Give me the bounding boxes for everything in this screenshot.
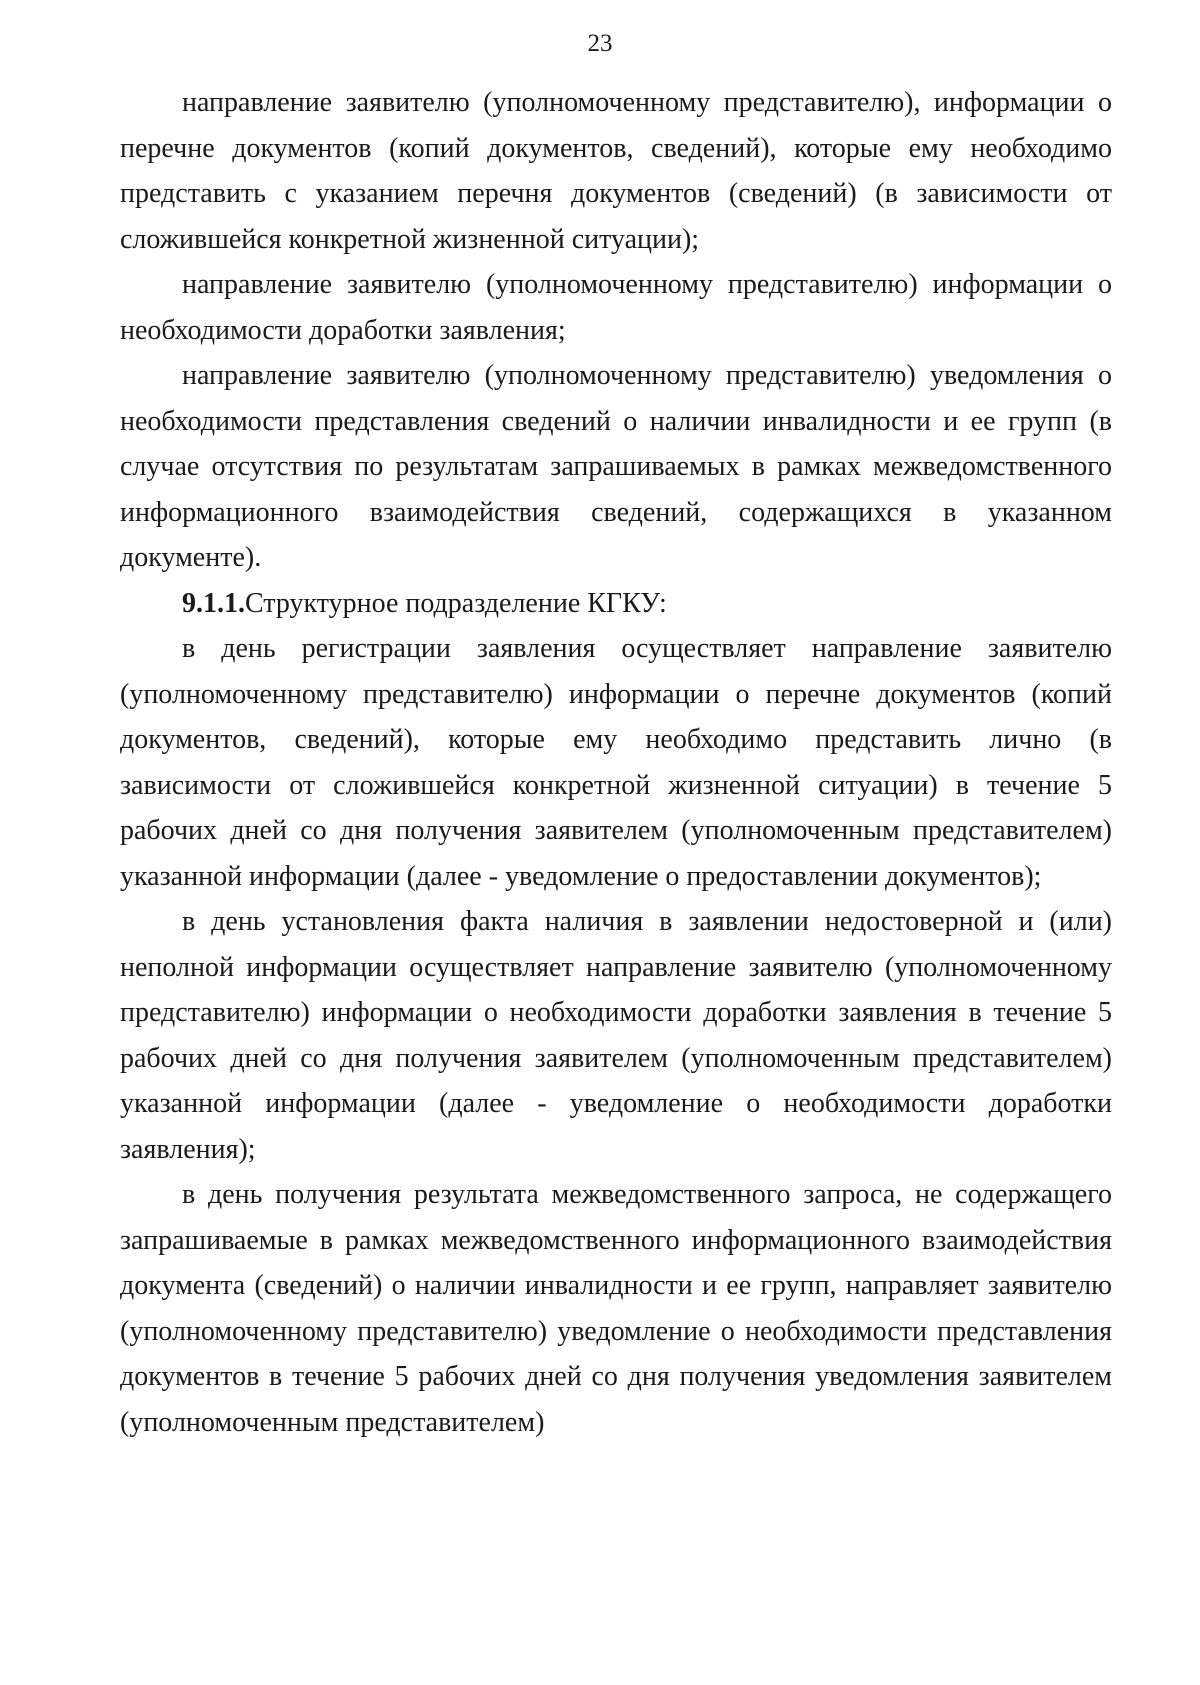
paragraph-registration-day: в день регистрации заявления осуществляет направление заявителю (уполномоченному представителю) информации о перечне документов (копий документов, сведений), которые ему необходимо представить лично (в зависимости от сложившейся конкретной жизненной ситуации) в течение 5 рабочих дней со дня получения заявителем (уполномоченным представителем) указанной информации (далее - уведомление о предоставлении документов); (120, 633, 1112, 892)
paragraph-incomplete-info: в день установления факта наличия в заявлении недостоверной и (или) неполной информации осуществляет направление заявителю (уполномоченному представителю) информации о необходимости доработки заявления в течение 5 рабочих дней со дня получения заявителем (уполномоченным представителем) указанной информации (далее - уведомление о необходимости доработки заявления); (120, 906, 1112, 1165)
document-body (120, 80, 1112, 1445)
paragraph-notification-disability: направление заявителю (уполномоченному представителю) уведомления о необходимости представления сведений о наличии инвалидности и ее групп (в случае отсутствия по результатам запрашиваемых в рамках межведомственного информационного взаимодействия сведений, содержащихся в указанном документе). (120, 360, 1112, 573)
page-number: 23 (587, 30, 613, 57)
section-title: Структурное подразделение КГКУ: (245, 587, 667, 619)
paragraph-interagency-result: в день получения результата межведомственного запроса, не содержащего запрашиваемые в рамках межведомственного информационного взаимодействия документа (сведений) о наличии инвалидности и ее групп, направляет заявителю (уполномоченному представителю) уведомление о необходимости представления документов в течение 5 рабочих дней со дня получения уведомления заявителем (уполномоченным представителем) (120, 1179, 1112, 1438)
section-heading (120, 581, 1112, 627)
paragraph-notification-revision: направление заявителю (уполномоченному представителю) информации о необходимости доработки заявления; (120, 269, 1112, 346)
paragraph-notification-documents: направление заявителю (уполномоченному представителю), информации о перечне документов (копий документов, сведений), которые ему необходимо представить с указанием перечня документов (сведений) (в зависимости от сложившейся конкретной жизненной ситуации); (120, 87, 1112, 255)
section-number: 9.1.1. (182, 587, 245, 619)
